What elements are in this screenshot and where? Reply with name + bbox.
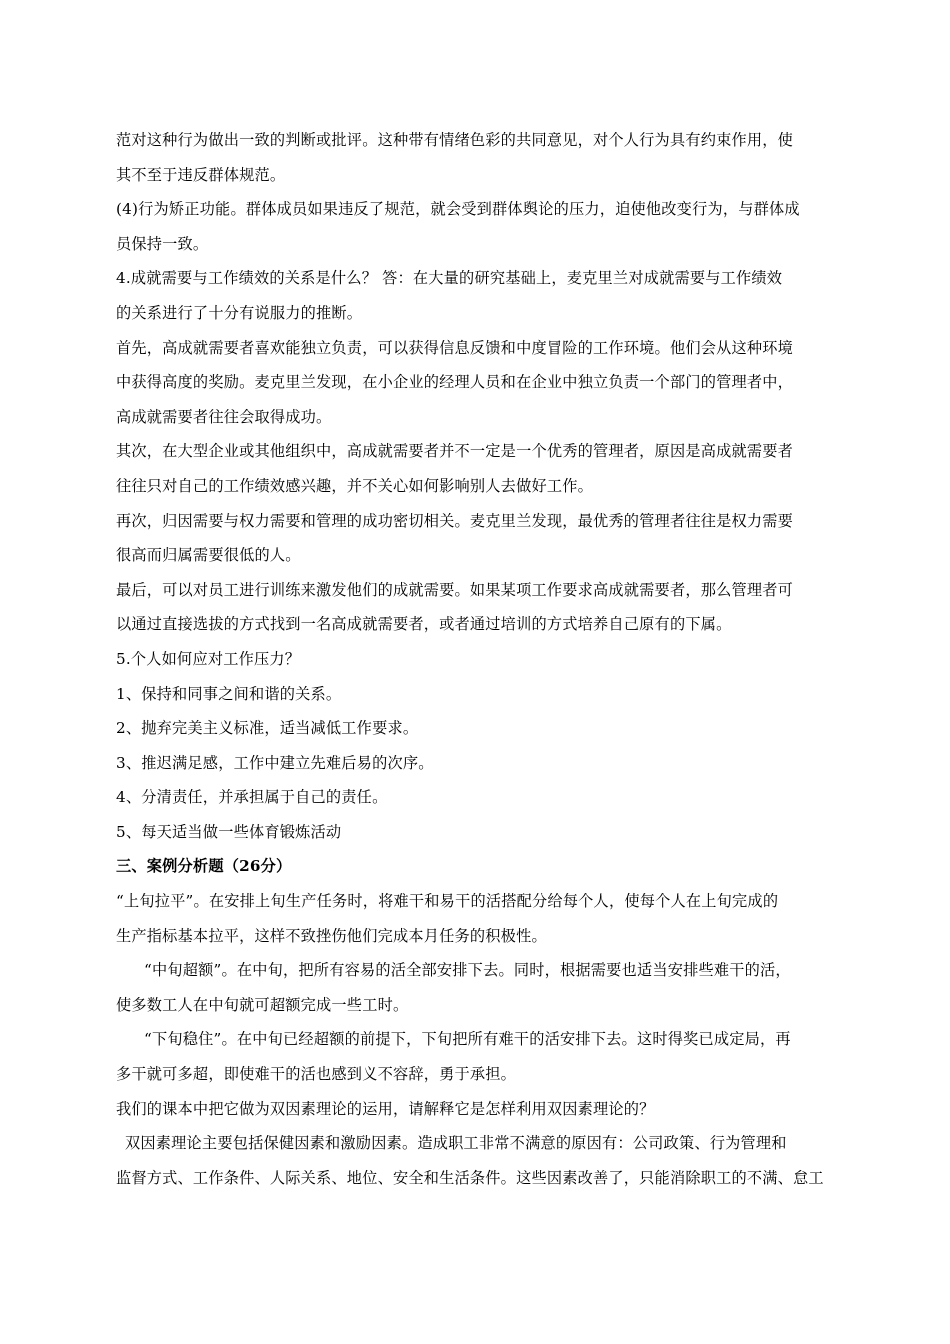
text-line: “下旬稳住”。在中旬已经超额的前提下，下旬把所有难干的活安排下去。这时得奖已成定局，再 — [144, 1030, 791, 1049]
question-5-heading: 5.个人如何应对工作压力？ — [116, 649, 301, 668]
question-4-heading: 4.成就需要与工作绩效的关系是什么？ 答：在大量的研究基础上，麦克里兰对成就需要与工作绩效 — [116, 269, 783, 288]
list-item: 2、抛弃完美主义标准，适当减低工作要求。 — [116, 719, 419, 738]
text-line: “上旬拉平”。在安排上旬生产任务时，将难干和易干的活搭配分给每个人，使每个人在上旬完成的 — [116, 892, 779, 911]
text-line: 高成就需要者往往会取得成功。 — [116, 407, 332, 426]
text-line: 多干就可多超，即使难干的活也感到义不容辞，勇于承担。 — [116, 1065, 517, 1084]
text-line: 首先，高成就需要者喜欢能独立负责，可以获得信息反馈和中度冒险的工作环境。他们会从这种环境 — [116, 338, 794, 357]
list-item: 5、每天适当做一些体育锻炼活动 — [116, 822, 342, 841]
text-line: “中旬超额”。在中旬，把所有容易的活全部安排下去。同时，根据需要也适当安排些难干的活， — [144, 961, 791, 980]
text-line: 员保持一致。 — [116, 234, 209, 253]
text-line: 双因素理论主要包括保健因素和激励因素。造成职工非常不满意的原因有：公司政策、行为管理和 — [125, 1134, 787, 1153]
text-line: 的关系进行了十分有说服力的推断。 — [116, 303, 363, 322]
text-line: 范对这种行为做出一致的判断或批评。这种带有情绪色彩的共同意见，对个人行为具有约束作用，使 — [116, 131, 794, 149]
question-text: 我们的课本中把它做为双因素理论的运用，请解释它是怎样利用双因素理论的？ — [116, 1099, 655, 1118]
document-body — [116, 123, 838, 1195]
section-heading: 三、案例分析题（26分） — [116, 857, 292, 876]
text-line: 其不至于违反群体规范。 — [116, 165, 286, 184]
list-item: 4、分清责任，并承担属于自己的责任。 — [116, 788, 388, 807]
text-line: (4)行为矫正功能。群体成员如果违反了规范，就会受到群体舆论的压力，迫使他改变行为，与群体成 — [116, 200, 800, 219]
text-line: 监督方式、工作条件、人际关系、地位、安全和生活条件。这些因素改善了，只能消除职工的不满、怠工 — [116, 1168, 824, 1187]
text-line: 使多数工人在中旬就可超额完成一些工时。 — [116, 995, 409, 1014]
text-line: 其次，在大型企业或其他组织中，高成就需要者并不一定是一个优秀的管理者，原因是高成就需要者 — [116, 442, 794, 461]
list-item: 1、保持和同事之间和谐的关系。 — [116, 684, 342, 703]
text-line: 再次，归因需要与权力需要和管理的成功密切相关。麦克里兰发现，最优秀的管理者往往是权力需要 — [116, 511, 794, 530]
list-item: 3、推迟满足感，工作中建立先难后易的次序。 — [116, 753, 434, 772]
text-line: 很高而归属需要很低的人。 — [116, 546, 301, 565]
text-line: 中获得高度的奖励。麦克里兰发现，在小企业的经理人员和在企业中独立负责一个部门的管理者中， — [116, 373, 794, 392]
text-line: 生产指标基本拉平，这样不致挫伤他们完成本月任务的积极性。 — [116, 926, 547, 945]
text-line: 最后，可以对员工进行训练来激发他们的成就需要。如果某项工作要求高成就需要者，那么管理者可 — [116, 580, 794, 599]
text-line: 往往只对自己的工作绩效感兴趣，并不关心如何影响别人去做好工作。 — [116, 476, 594, 495]
text-line: 以通过直接选拔的方式找到一名高成就需要者，或者通过培训的方式培养自己原有的下属。 — [116, 615, 732, 634]
